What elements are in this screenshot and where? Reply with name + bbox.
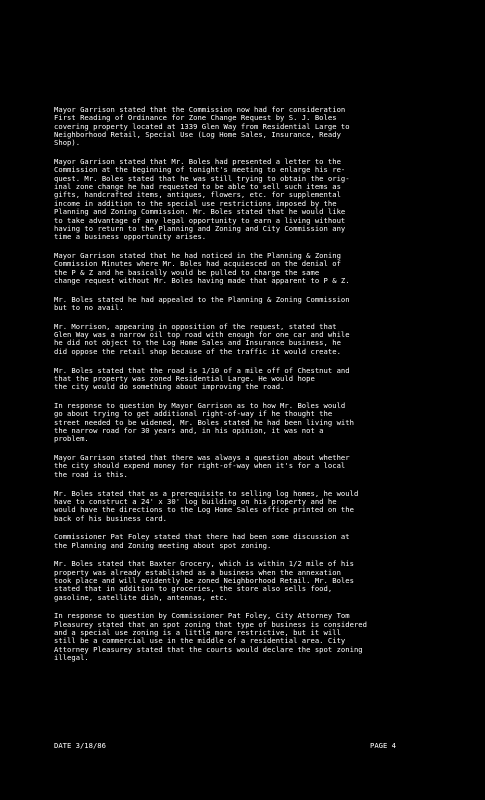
paragraph: Mayor Garrison stated that the Commission now had for consideration First Reading of Ordinance for Zone Change Request by S. J. Boles covering property located at 1339 Glen Way from Residential Large to Neighborhood Retail, Special Use (Log Home Sales, Insurance, Ready Shop). xyxy=(54,105,350,148)
paragraph: Mayor Garrison stated that there was always a question about whether the city should expend money for right-of-way when it's for a local the road is this. xyxy=(54,453,350,479)
page-footer xyxy=(54,741,396,750)
paragraph: Mayor Garrison stated that he had noticed in the Planning & Zoning Commission Minutes where Mr. Boles had acquiesced on the denial of the P & Z and he basically would be pulled to charge the same change request without Mr. Boles having made that apparent to P & Z. xyxy=(54,250,350,285)
paragraph: Mr. Boles stated he had appealed to the Planning & Zoning Commission but to no avail. xyxy=(54,294,350,313)
paragraph: Mr. Boles stated that Baxter Grocery, which is within 1/2 mile of his property was already established as a business when the annexation took place and will evidently be zoned Neighborhood Retail. Mr. Boles stated that in addition to groceries, the store also sells food, gasoline, satellite dish, antennas, etc. xyxy=(54,559,354,602)
footer-page-number: PAGE 4 xyxy=(370,741,396,750)
paragraph: Mr. Boles stated that as a prerequisite to selling log homes, he would have to construct a 24' x 30' log building on his property and he would have the directions to the Log Home Sales office printed on the back of his business card. xyxy=(54,488,359,523)
paragraph: Mr. Morrison, appearing in opposition of the request, stated that Glen Way was a narrow oil top road with enough for one car and while he did not object to the Log Home Sales and Insurance business, he did oppose the retail shop because of the traffic it would create. xyxy=(54,321,350,356)
minutes-body xyxy=(54,106,446,673)
footer-date: DATE 3/18/86 xyxy=(54,741,106,750)
paragraph: In response to question by Commissioner Pat Foley, City Attorney Tom Pleasurey stated that an spot zoning that type of business is considered and a special use zoning is a little more restrictive, but it will still be a commercial use in the middle of a residential area. City Attorney Pleasurey stated that the courts would declare the spot zoning illegal. xyxy=(54,611,368,663)
paragraph: Mr. Boles stated that the road is 1/10 of a mile off of Chestnut and that the property was zoned Residential Large. He would hope the city would do something about improving the road. xyxy=(54,365,350,392)
paragraph: Mayor Garrison stated that Mr. Boles had presented a letter to the Commission at the beginning of tonight's meeting to enlarge his re- quest. Mr. Boles stated that he was still trying to obtain the orig- inal zone change he had requested to be able to sell such items as gifts, handcrafted items, antiques, flowers, etc. for supplemental income in addition to the special use restrictions imposed by the Planning and Zoning Commission. Mr. Boles stated that he would like to take advantage of any legal opportunity to earn a living without having to return to the Planning and Zoning and City Commission any time a business opportunity arises. xyxy=(54,157,350,242)
paragraph: In response to question by Mayor Garrison as to how Mr. Boles would go about trying to get additional right-of-way if he thought the street needed to be widened, Mr. Boles stated he had been living with the narrow road for 30 years and, in his opinion, it was not a problem. xyxy=(54,400,354,444)
paragraph: Commissioner Pat Foley stated that there had been some discussion at the Planning and Zoning meeting about spot zoning. xyxy=(54,532,350,550)
